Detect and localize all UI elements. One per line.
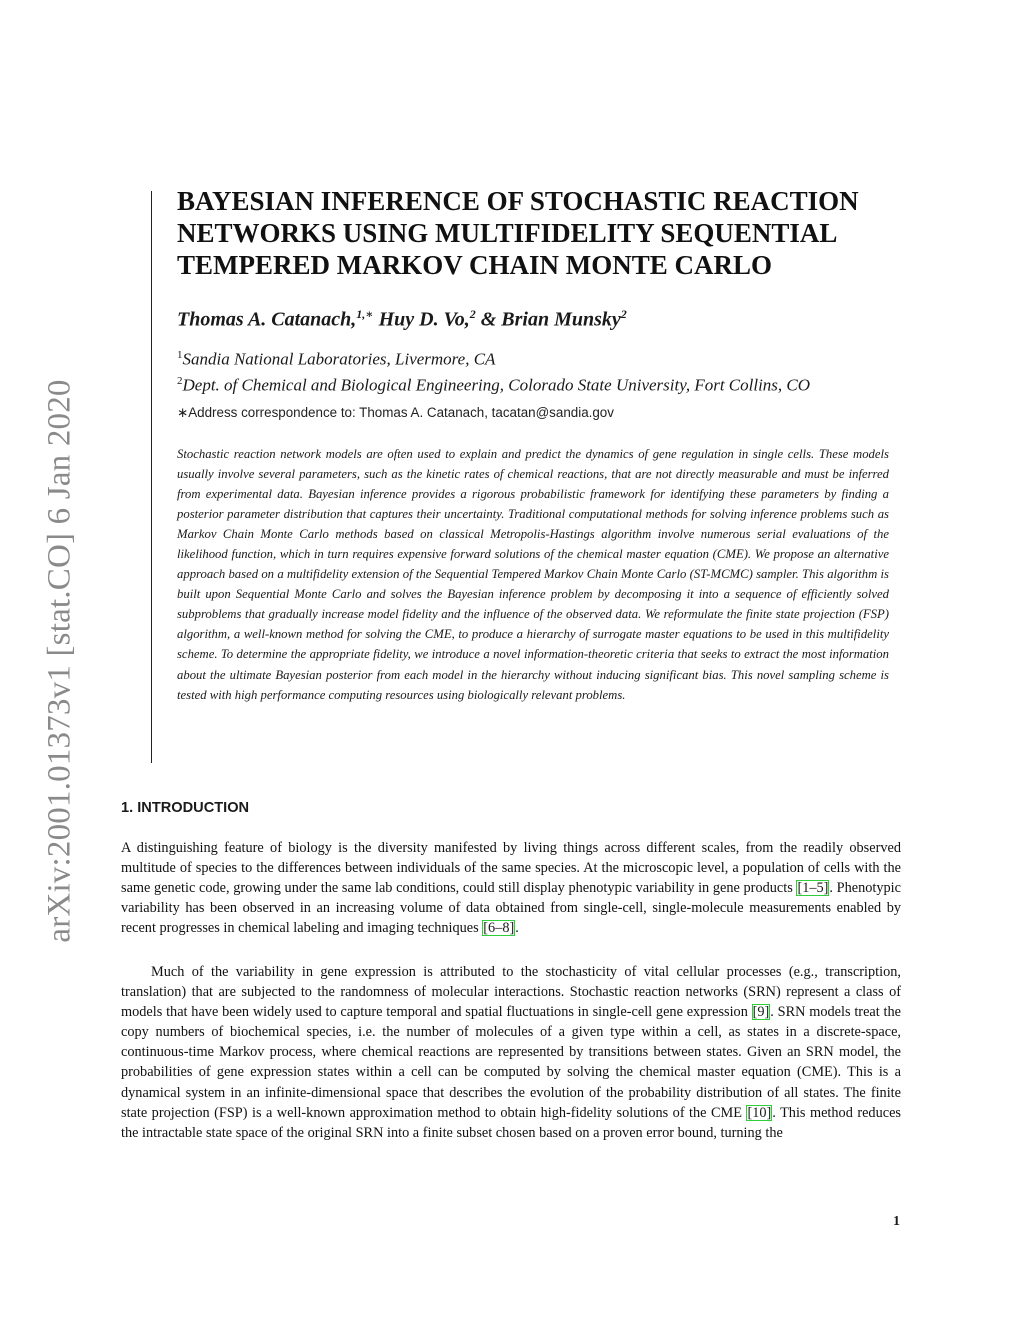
- affiliation-mark: 1: [177, 349, 183, 361]
- section-heading-introduction: 1. INTRODUCTION: [121, 800, 250, 816]
- affiliation: [177, 343, 897, 372]
- affiliation-text: Sandia National Laboratories, Livermore, CA: [182, 349, 496, 369]
- author-name: Brian Munsky: [501, 308, 621, 331]
- page-number: 1: [893, 1214, 900, 1229]
- affiliation: [177, 369, 897, 398]
- citation-link[interactable]: [10]: [747, 1104, 772, 1121]
- body-paragraph: A distinguishing feature of biology is the diversity manifested by living things across different scales, from the readily observed multitude of species to the differences between individuals of the same species. At the microscopic level, a population of cells with the same genetic code, growing under the same lab conditions, could still display phenotypic variability in gene products [1–5]. Phenotypic variability has been observed in an increasing volume of data obtained from single-cell, single-molecule measurements enabled by recent progresses in chemical labeling and imaging techniques [6–8].: [121, 840, 901, 937]
- citation-link[interactable]: [9]: [752, 1004, 770, 1021]
- affiliation-text: Dept. of Chemical and Biological Engineering, Colorado State University, Fort Collins, CO: [182, 375, 811, 395]
- title-block-rule: [151, 191, 152, 763]
- author-list: Thomas A. Catanach,$^{1,∗}$ Huy D. Vo,$^2$ & Brian Munsky$^2$: [177, 307, 627, 331]
- paper-title: BAYESIAN INFERENCE OF STOCHASTIC REACTION NETWORKS USING MULTIFIDELITY SEQUENTIAL TEMPERED MARKOV CHAIN MONTE CARLO: [177, 186, 859, 280]
- author-affiliation-mark: 2: [620, 307, 627, 321]
- arxiv-identifier-text: arXiv:2001.01373v1 [stat.CO] 6 Jan 2020: [41, 379, 78, 943]
- author-affiliation-mark: 1,∗: [356, 307, 374, 321]
- author-name: Thomas A. Catanach,: [177, 308, 357, 331]
- abstract: Stochastic reaction network models are often used to explain and predict the dynamics of gene regulation in single cells. These models usually involve several parameters, such as the kinetic rates of chemical reactions, that are not directly measurable and must be inferred from experimental data. Bayesian inference provides a rigorous probabilistic framework for identifying these parameters by finding a posterior parameter distribution that captures their uncertainty. Traditional computational methods for solving inference problems such as Markov Chain Monte Carlo methods based on classical Metropolis-Hastings algorithm involve numerous serial evaluations of the likelihood function, which in turn requires expensive forward solutions of the chemical master equation (CME). We propose an alternative approach based on a multifidelity extension of the Sequential Tempered Markov Chain Monte Carlo (ST-MCMC) sampler. This algorithm is built upon Sequential Monte Carlo and solves the Bayesian inference problem by decomposing it into a sequence of efficiently solved subproblems that gradually increase model fidelity and the influence of the observed data. We reformulate the finite state projection (FSP) algorithm, a well-known method for solving the CME, to produce a hierarchy of surrogate master equations to be used in this multifidelity scheme. To determine the appropriate fidelity, we introduce a novel information-theoretic criteria that seeks to extract the most information about the ultimate Bayesian posterior from each model in the hierarchy without inducing significant bias. This novel sampling scheme is tested with high performance computing resources using biologically relevant problems.: [177, 447, 889, 702]
- author-affiliation-mark: 2: [469, 307, 476, 321]
- correspondence-note: ∗Address correspondence to: Thomas A. Catanach, tacatan@sandia.gov: [177, 405, 614, 420]
- affiliation-mark: 2: [177, 375, 183, 387]
- author-name: Huy D. Vo,: [378, 308, 470, 331]
- citation-link[interactable]: [1–5]: [797, 880, 829, 897]
- body-paragraph: Much of the variability in gene expression is attributed to the stochasticity of vital cellular processes (e.g., transcription, translation) that are subjected to the randomness of molecular interactions. Stochastic reaction networks (SRN) represent a class of models that have been widely used to capture temporal and spatial fluctuations in single-cell gene expression [9]. SRN models treat the copy numbers of biochemical species, i.e. the number of molecules of a given type within a cell, as states in a discrete-space, continuous-time Markov process, where chemical reactions are represented by transitions between states. Given an SRN model, the probabilities of gene expression states within a cell can be computed by solving the chemical master equation (CME). This is a dynamical system in an infinite-dimensional space that describes the evolution of the probability distribution of all states. The finite state projection (FSP) is a well-known approximation method to obtain high-fidelity solutions of the CME [10]. This method reduces the intractable state space of the original SRN into a finite subset chosen based on a proven error bound, turning the: [121, 964, 901, 1141]
- citation-link[interactable]: [6–8]: [483, 920, 515, 937]
